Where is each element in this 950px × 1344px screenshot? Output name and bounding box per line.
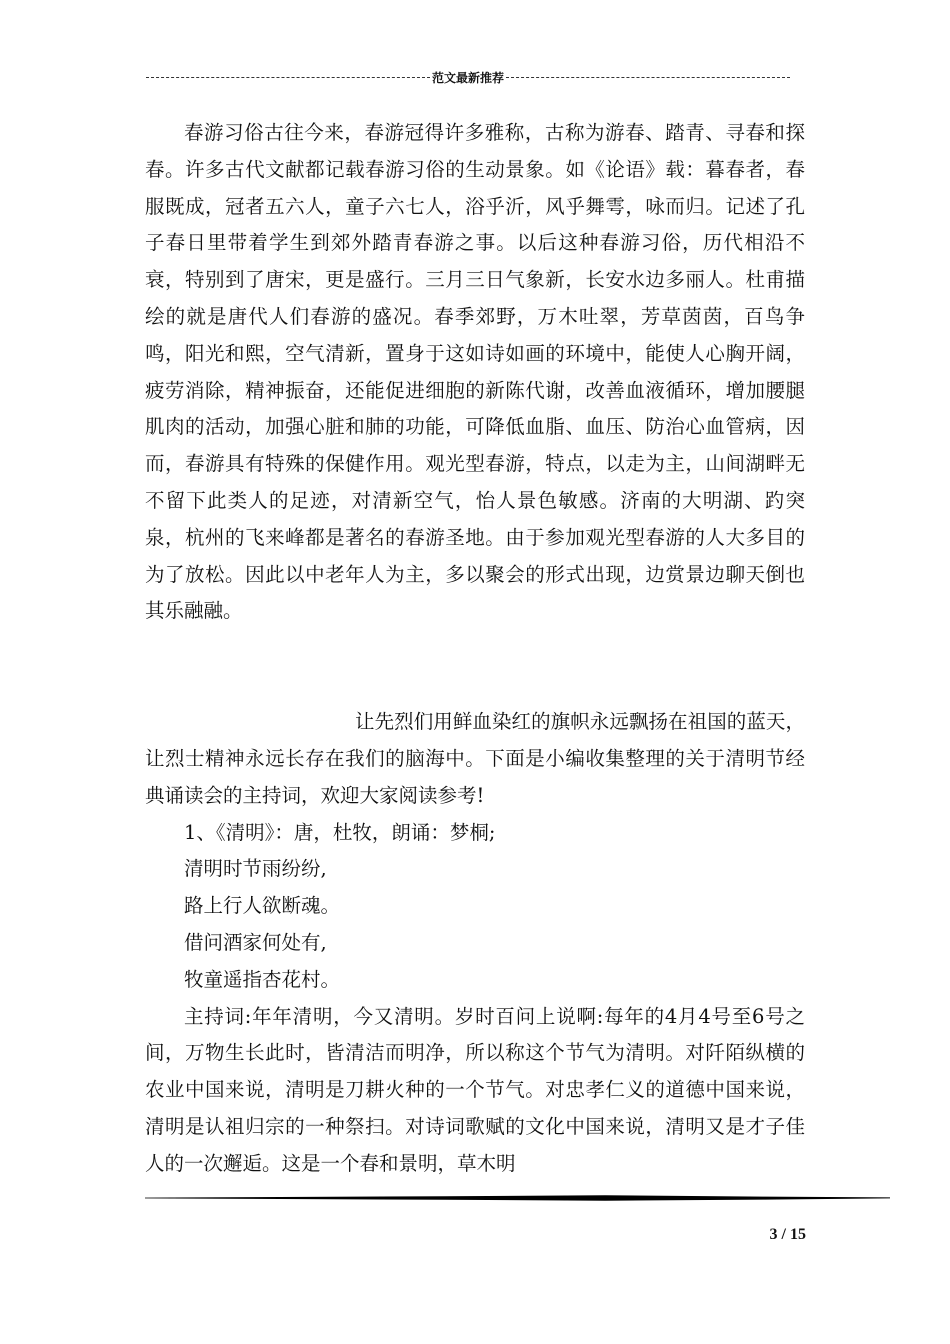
- footer-divider: [145, 1195, 890, 1201]
- page-header: [146, 66, 790, 88]
- poem-line: 路上行人欲断魂。: [184, 894, 341, 918]
- poem-line: 清明时节雨纷纷,: [184, 857, 327, 881]
- paragraph-intro: 让先烈们用鲜血染红的旗帜永远飘扬在祖国的蓝天，让烈士精神永远长存在我们的脑海中。下面是小编收集整理的关于清明节经典诵读会的主持词，欢迎大家阅读参考!: [145, 710, 805, 807]
- poem-line: 牧童遥指杏花村。: [184, 967, 341, 991]
- paragraph-host: 主持词:年年清明，今又清明。岁时百问上说啊:每年的4月4号至6号之间，万物生长此时，皆清洁而明净，所以称这个节气为清明。对阡陌纵横的农业中国来说，清明是刀耕火种的一个节气。对忠孝仁义的道德中国来说，清明是认祖归宗的一种祭扫。对诗词歌赋的文化中国来说，清明又是才子佳人的一次邂逅。这是一个春和景明，草木明: [145, 1004, 805, 1175]
- document-body: [145, 115, 805, 1183]
- section-gap: [145, 630, 805, 704]
- page-number: 3 / 15: [769, 1226, 806, 1243]
- header-title: 范文最新推荐: [432, 70, 505, 85]
- poem-line: 借问酒家何处有,: [184, 930, 327, 954]
- paragraph-spring-outing: 春游习俗古往今来，春游冠得许多雅称，古称为游春、踏青、寻春和探春。许多古代文献都记载春游习俗的生动景象。如《论语》载：暮春者，春服既成，冠者五六人，童子六七人，浴乎沂，风乎舞雩，咏而归。记述了孔子春日里带着学生到郊外踏青春游之事。以后这种春游习俗，历代相沿不衰，特别到了唐宋，更是盛行。三月三日气象新，长安水边多丽人。杜甫描绘的就是唐代人们春游的盛况。春季郊野，万木吐翠，芳草茵茵，百鸟争鸣，阳光和熙，空气清新，置身于这如诗如画的环境中，能使人心胸开阔，疲劳消除，精神振奋，还能促进细胞的新陈代谢，改善血液循环，增加腰腿肌肉的活动，加强心脏和肺的功能，可降低血脂、血压、防治心血管病，因而，春游具有特殊的保健作用。观光型春游，特点，以走为主，山间湖畔无不留下此类人的足迹，对清新空气，怡人景色敏感。济南的大明湖、趵突泉，杭州的飞来峰都是著名的春游圣地。由于参加观光型春游的人大多目的为了放松。因此以中老年人为主，多以聚会的形式出现，边赏景边聊天倒也其乐融融。: [145, 121, 805, 623]
- item-title: 1、《清明》：唐，杜牧，朗诵：梦桐;: [184, 820, 496, 844]
- header-dash-right: [506, 77, 790, 78]
- header-dash-left: [146, 77, 430, 78]
